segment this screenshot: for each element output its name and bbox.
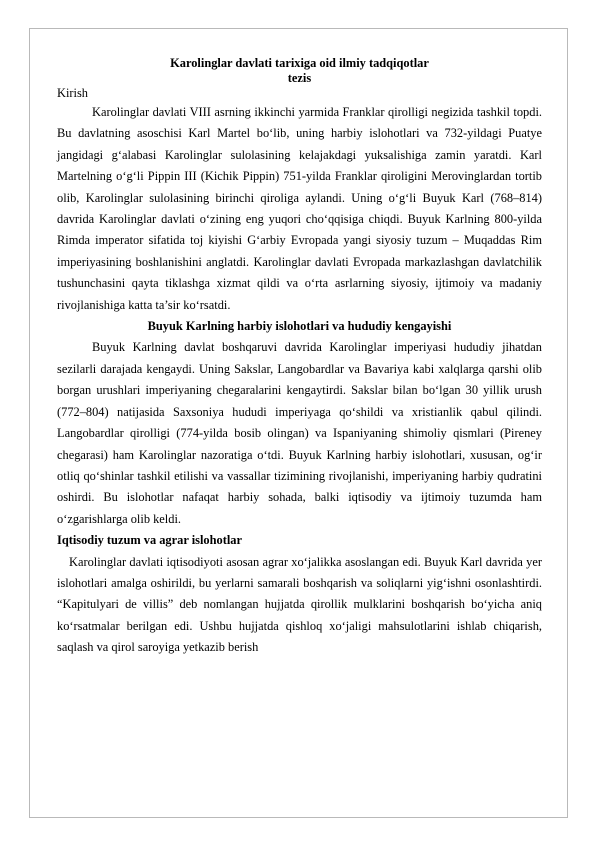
paragraph-military: Buyuk Karlning davlat boshqaruvi davrida Karolinglar imperiyasi hududiy jihatdan sezilarli darajada kengaydi. Uning Sakslar, Langobardlar va Bavariya kabi xalqlarga qarshi olib borgan urushlari imperiyaning chegaralarini kengaytirdi. Sakslar bilan bo‘lgan 30 yillik urush (772–804) natijasida Saxsoniya hududi imperiyaga qo‘shildi va xristianlik qabul qilindi. Langobardlar qirolligi (774-yilda bosib olingan) va Ispaniyaning shimoliy qismlari (Pireney chegarasi) ham Karolinglar nazoratiga o‘tdi. Buyuk Karlning harbiy islohotlari, xususan, og‘ir otliq qo‘shinlar tashkil etilishi va vassallar tizimining rivojlanishi, imperiyaning harbiy qudratini oshirdi. Bu islohotlar nafaqat harbiy sohada, balki iqtisodiy va ijtimoiy tuzumda ham o‘zgarishlarga olib keldi. (57, 340, 542, 526)
paragraph-intro: Karolinglar davlati VIII asrning ikkinchi yarmida Franklar qirolligi negizida tashkil topdi. Bu davlatning asoschisi Karl Martel bo‘lib, uning harbiy islohotlari va 732-yildagi Puatye jangidagi g‘alabasi Karolinglar sulolasining kelajakdagi yuksalishiga zamin yaratdi. Karl Martelning o‘g‘li Pippin III (Kichik Pippin) 751-yilda Franklar qiroligini Merovinglardan tortib olib, Karolinglar sulolasining birinchi qiroliga aylandi. Uning o‘g‘li Buyuk Karl (768–814) davrida Karolinglar davlati o‘zining eng yuqori cho‘qqisiga chiqdi. Buyuk Karlning 800-yilda Rimda imperator sifatida toj kiyishi G‘arbiy Evropada yangi siyosiy tuzum – Muqaddas Rim imperiyasining boshlanishini anglatdi. Karolinglar davlati Evropada markazlashgan davlatchilik tushunchasini qayta tiklashga xizmat qildi va o‘rta asrlarning siyosiy, ijtimoiy va madaniy rivojlanishiga katta ta’sir ko‘rsatdi. (57, 105, 542, 312)
document-title: Karolinglar davlati tarixiga oid ilmiy tadqiqotlar (170, 56, 429, 70)
document-body (57, 55, 542, 659)
document-subtitle: tezis (287, 71, 312, 85)
intro-heading: Kirish (57, 86, 88, 100)
paragraph-economy: Karolinglar davlati iqtisodiyoti asosan agrar xo‘jalikka asoslangan edi. Buyuk Karl davrida yer islohotlari amalga oshirildi, bu yerlarni samarali boshqarish va soliqlarni yig‘ishni osonlashtirdi. “Kapitulyari de villis” deb nomlangan hujjatda qirollik mulklarini boshqarish bo‘yicha aniq ko‘rsatmalar berilgan edi. Ushbu hujjatda qishloq xo‘jaligi mahsulotlarini ishlab chiqarish, saqlash va qirol saroyiga yetkazib berish (57, 554, 542, 655)
section-heading-economy: Iqtisodiy tuzum va agrar islohotlar (57, 533, 242, 548)
section-heading-military: Buyuk Karlning harbiy islohotlari va hududiy kengayishi (147, 319, 452, 334)
